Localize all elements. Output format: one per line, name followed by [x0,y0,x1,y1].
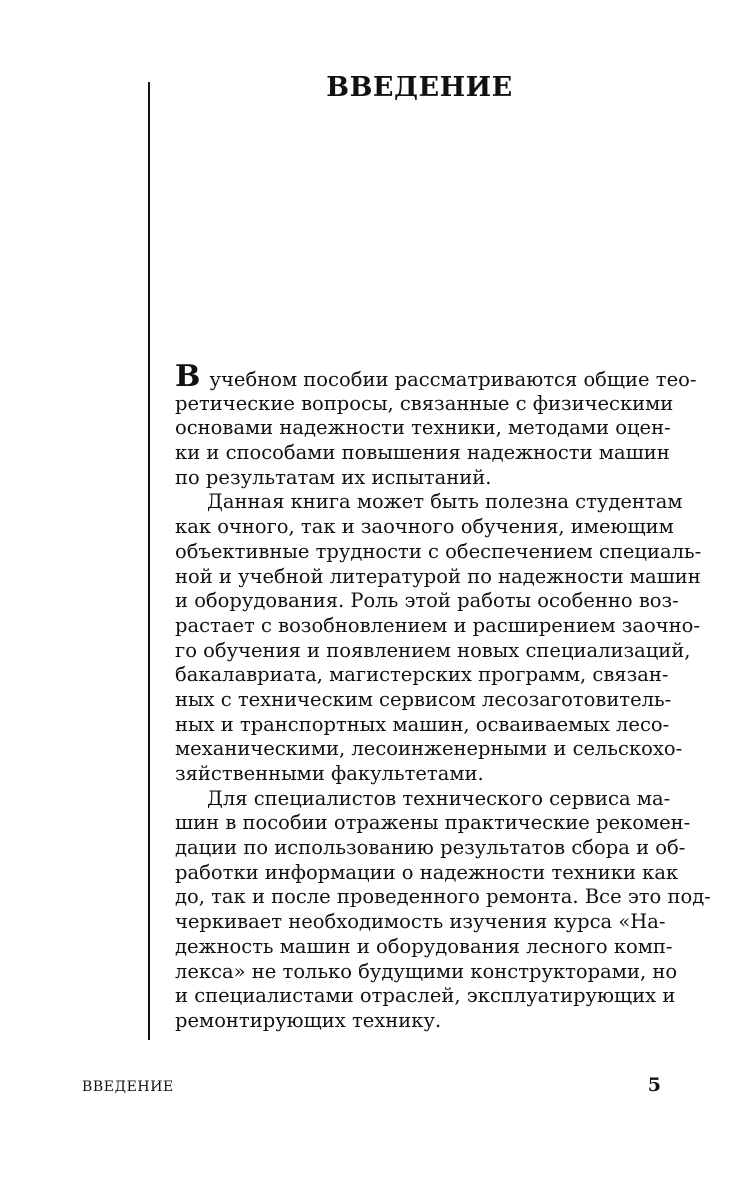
text-line: зяйственными факультетами. [175,762,484,785]
text-line: ремонтирующих технику. [175,1008,442,1032]
text-line: ных и транспортных машин, осваиваемых лесо- [175,712,670,736]
text-line: лекса» не только будущими конструкторами, но [175,959,678,983]
text-line: до, так и после проведенного ремонта. Все это под- [175,885,711,909]
text-line: основами надежности техники, методами оцен- [175,416,671,440]
text-line: работки информации о надежности техники как [175,860,679,884]
drop-cap: В [175,359,201,394]
text-line: ретические вопросы, связанные с физическими [175,391,674,415]
text-line: Для специалистов технического сервиса ма- [207,786,671,810]
text-line: ной и учебной литературой по надежности машин [175,564,701,588]
text-line: черкивает необходимость изучения курса «На- [175,910,666,934]
margin-rule [148,82,150,1040]
text-line: как очного, так и заочного обучения, имеющим [175,515,674,539]
text-line: механическими, лесоинженерными и сельскохо- [175,737,683,761]
text-line: и специалистами отраслей, эксплуатирующих и [175,984,676,1008]
text-line: объективные трудности с обеспечением специаль- [175,539,702,563]
text-line: дежность машин и оборудования лесного комп- [175,934,673,958]
text-line: и оборудования. Роль этой работы особенно воз- [175,589,679,613]
body-text [175,359,711,1034]
text-line: дации по использованию результатов сбора и об- [175,836,686,860]
text-line: Данная книга может быть полезна студентам [207,490,683,514]
text-line: по результатам их испытаний. [175,465,492,489]
text-line: ных с техническим сервисом лесозаготовитель- [175,687,672,711]
text-line: В учебном пособии рассматриваются общие тео- [175,359,697,394]
text-line: бакалавриата, магистерских программ, связан- [175,663,669,687]
text-line: шин в пособии отражены практические рекомен- [175,811,691,835]
text-line: го обучения и появлением новых специализаций, [175,638,691,662]
text-line: ки и способами повышения надежности машин [175,441,670,465]
running-head: ВВЕДЕНИЕ [82,1079,174,1095]
page-number: 5 [647,1074,661,1096]
text-line: растает с возобновлением и расширением заочно- [175,613,700,637]
page-title: ВВЕДЕНИЕ [326,72,513,103]
